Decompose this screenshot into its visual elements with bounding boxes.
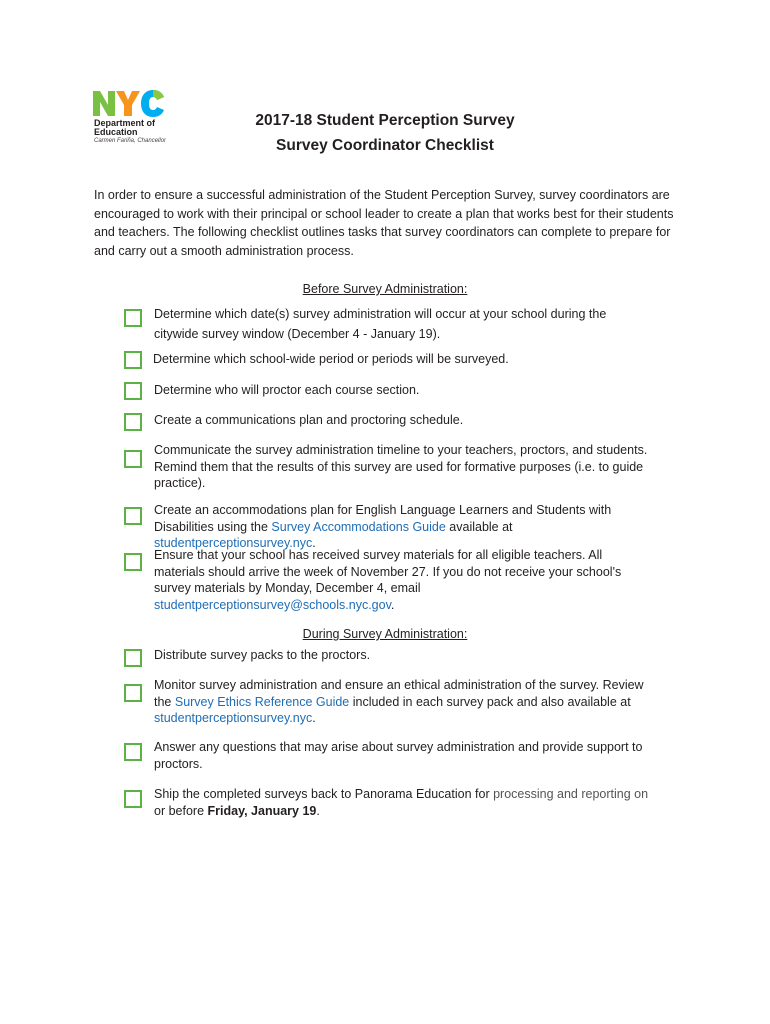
item-text-part: or before	[154, 803, 208, 818]
item-text-part: Monitor survey administration and ensure an ethical administration of the survey. Review the	[154, 678, 644, 709]
item-text-part: .	[312, 711, 316, 725]
checkbox[interactable]	[124, 309, 142, 327]
checklist-item-text	[154, 547, 654, 613]
logo-chancellor-text: Carmen Fariña, Chancellor	[94, 138, 167, 144]
checkbox[interactable]	[124, 649, 142, 667]
checklist-item-text: Communicate the survey administration timeline to your teachers, proctors, and students. Remind them that the results of this survey are used for formative purposes (i.e. to guide practice).	[154, 443, 648, 490]
during-section-heading: During Survey Administration:	[302, 627, 468, 641]
item-text-part: Create an accommodations plan for English Language Learners and Students with Disabilities using the	[154, 503, 612, 534]
website-link[interactable]: studentperceptionsurvey.nyc	[154, 536, 313, 550]
page-subtitle: Survey Coordinator Checklist	[276, 137, 494, 154]
item-text-part: Ensure that your school has received survey materials for all eligible teachers. All materials should arrive the week of November 27. If you do not receive your school's survey materials by Monday, December 4, email	[154, 548, 622, 595]
item-text-part: Ship the completed surveys back to Panorama Education for	[154, 787, 494, 801]
item-text-part: .	[316, 803, 320, 818]
website-link[interactable]: studentperceptionsurvey.nyc	[154, 711, 313, 725]
item-text-part: .	[390, 597, 395, 612]
checklist-item-text: Determine who will proctor each course section.	[154, 383, 420, 397]
checkbox[interactable]	[124, 382, 142, 400]
item-text-part: included in each survey pack and also available at	[349, 694, 631, 709]
checkbox[interactable]	[124, 413, 142, 431]
checkbox[interactable]	[124, 553, 142, 571]
checklist-item-text: Answer any questions that may arise about survey administration and provide support to proctors.	[154, 740, 643, 771]
checkbox[interactable]	[124, 351, 142, 369]
logo-department-text: Department of Education	[94, 118, 156, 137]
email-link[interactable]: studentperceptionsurvey@schools.nyc.gov	[154, 597, 391, 612]
intro-paragraph: In order to ensure a successful administration of the Student Perception Survey, survey coordinators are encouraged to work with their principal or school leader to create a plan that works best for their students and teachers. The following checklist outlines tasks that survey coordinators can complete to prepare for and carry out a smooth administration process.	[94, 188, 674, 258]
checklist-item-text	[154, 677, 654, 727]
checklist-item-text: Distribute survey packs to the proctors.	[154, 648, 371, 662]
accommodations-guide-link[interactable]: Survey Accommodations Guide	[271, 519, 446, 534]
checklist-item-text	[154, 786, 654, 819]
item-text-part: .	[312, 536, 316, 550]
ethics-guide-link[interactable]: Survey Ethics Reference Guide	[174, 694, 350, 709]
checklist-item-text	[154, 502, 654, 552]
deadline-date: Friday, January 19	[207, 803, 317, 818]
checklist-item-text: Determine which date(s) survey administration will occur at your school during the citywide survey window (December 4 - January 19).	[154, 307, 607, 341]
checkbox[interactable]	[124, 790, 142, 808]
checkbox[interactable]	[124, 743, 142, 761]
before-section-heading: Before Survey Administration:	[302, 282, 468, 296]
checklist-item-text: Determine which school-wide period or periods will be surveyed.	[153, 352, 509, 366]
checkbox[interactable]	[124, 684, 142, 702]
checkbox[interactable]	[124, 507, 142, 525]
item-text-gray: processing and reporting on	[493, 787, 649, 801]
checkbox[interactable]	[124, 450, 142, 468]
checklist-item-text: Create a communications plan and proctoring schedule.	[154, 413, 464, 427]
page-title: 2017-18 Student Perception Survey	[255, 112, 515, 129]
item-text-part: available at	[445, 519, 513, 534]
